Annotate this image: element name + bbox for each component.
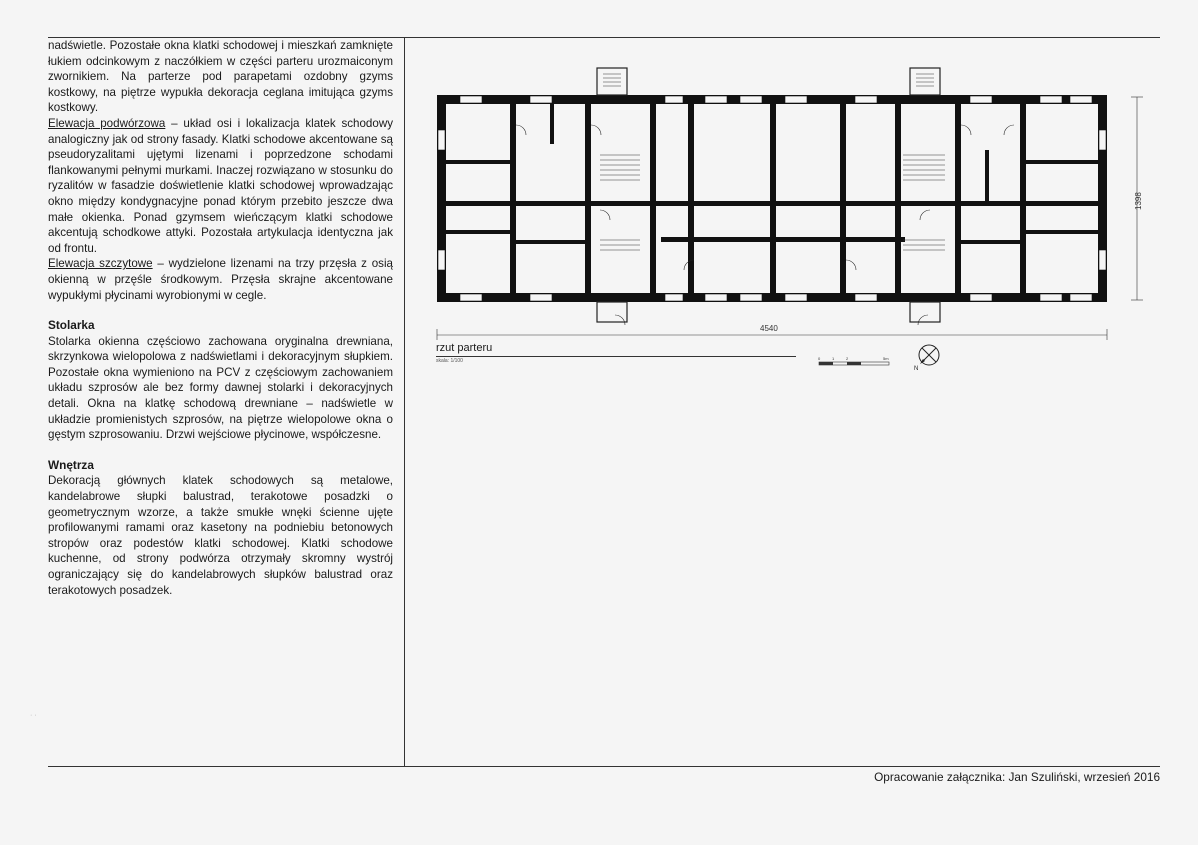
width-dimension-label: 4540 — [760, 324, 778, 333]
heading-joinery: Stolarka — [48, 318, 95, 333]
caption-underline — [436, 356, 796, 357]
svg-text:N: N — [914, 366, 919, 372]
bottom-rule — [48, 766, 1160, 767]
gable-body: – wydzielone lizenami na trzy przęsła z osią okienną w przęśle środkowym. Przęsła skrajne akcentowane wypukłymi płycinami wyrobionymi w cegle. — [48, 257, 393, 302]
description-text — [48, 38, 393, 598]
outer-walls — [437, 95, 1107, 302]
floor-plan-drawing — [425, 60, 1145, 390]
north-arrow-icon — [912, 340, 944, 372]
paragraph-gable — [48, 256, 393, 303]
scale-tick-5: 5m — [883, 356, 889, 361]
scale-tick-2: 2 — [846, 356, 849, 361]
height-dimension-label: 1398 — [1134, 192, 1143, 210]
paragraph-joinery: Stolarka okienna częściowo zachowana oryginalna drewniana, skrzynkowa wielopolowa z nadświetlami i dekoracyjnym słupkiem. Pozostałe okna wymieniono na PCV z częściowym zachowaniem układu szprosów ale bez formy dawnej stolarki i dekoracyjnych detali. Okna na klatkę schodową drewniane – nadświetle w układzie promienistych szprosów, na piętrze wielopolowe okna o gęstym szprosowaniu. Drzwi wejściowe płycinowe, współczesne. — [48, 334, 393, 442]
paragraph-courtyard — [48, 116, 393, 256]
paragraph-facade: nadświetle. Pozostałe okna klatki schodowej i mieszkań zamknięte łukiem odcinkowym z naczółkiem w części parteru urozmaiconym zwornikiem. Na parterze pod parapetami ozdobny gzyms kostkowy, na piętrze wypukła dekoracja ceglana imitująca gzyms kostkowy. — [48, 39, 393, 115]
footer-credit: Opracowanie załącznika: Jan Szuliński, wrzesień 2016 — [874, 770, 1160, 784]
plan-caption: rzut parteru — [436, 342, 493, 354]
stair-projections — [597, 68, 940, 322]
heading-gable-elevation: Elewacja szczytowe — [48, 257, 153, 271]
courtyard-body: – układ osi i lokalizacja klatek schodowy analogiczny jak od strony fasady. Klatki schodowe akcentowane są pseudoryzalitami ujętymi lizenami i poprzedzone schodami flankowanymi pełnymi murkami. Inaczej rozwiązano w stosunku do ryzalitów w fasadzie doświetlenie klatki schodowej wprowadzając okno między kondygnacyjne ponad którym przebito jeszcze dwa małe okienka. Ponad gzymsem wieńczącym klatki schodowe akcentują schodkowe attyki. Pozostała artykulacja identyczna jak od frontu. — [48, 116, 394, 255]
column-divider — [404, 37, 405, 767]
paragraph-interiors: Dekoracją głównych klatek schodowych są metalowe, kandelabrowe słupki balustrad, terakotowe posadzki o geometrycznym wzorze, a także smukłe wnęki ścienne ujęte profilowanymi ramami oraz kasetony na podniebiu betonowych stropów oraz podestów klatki schodowej. Klatki schodowe kuchenne, od strony podwórza otrzymały skromny wystrój ograniczający się do kandelabrowych słupków balustrad oraz terakotowych posadzek. — [48, 474, 393, 597]
scale-tick-0: 0 — [818, 356, 821, 361]
heading-interiors: Wnętrza — [48, 457, 94, 472]
scale-tick-1: 1 — [832, 356, 835, 361]
scan-mark: · · — [30, 712, 37, 719]
heading-courtyard-elevation: Elewacja podwórzowa — [48, 116, 166, 130]
scale-bar — [817, 354, 897, 370]
plan-scale: skala: 1/100 — [436, 358, 463, 364]
